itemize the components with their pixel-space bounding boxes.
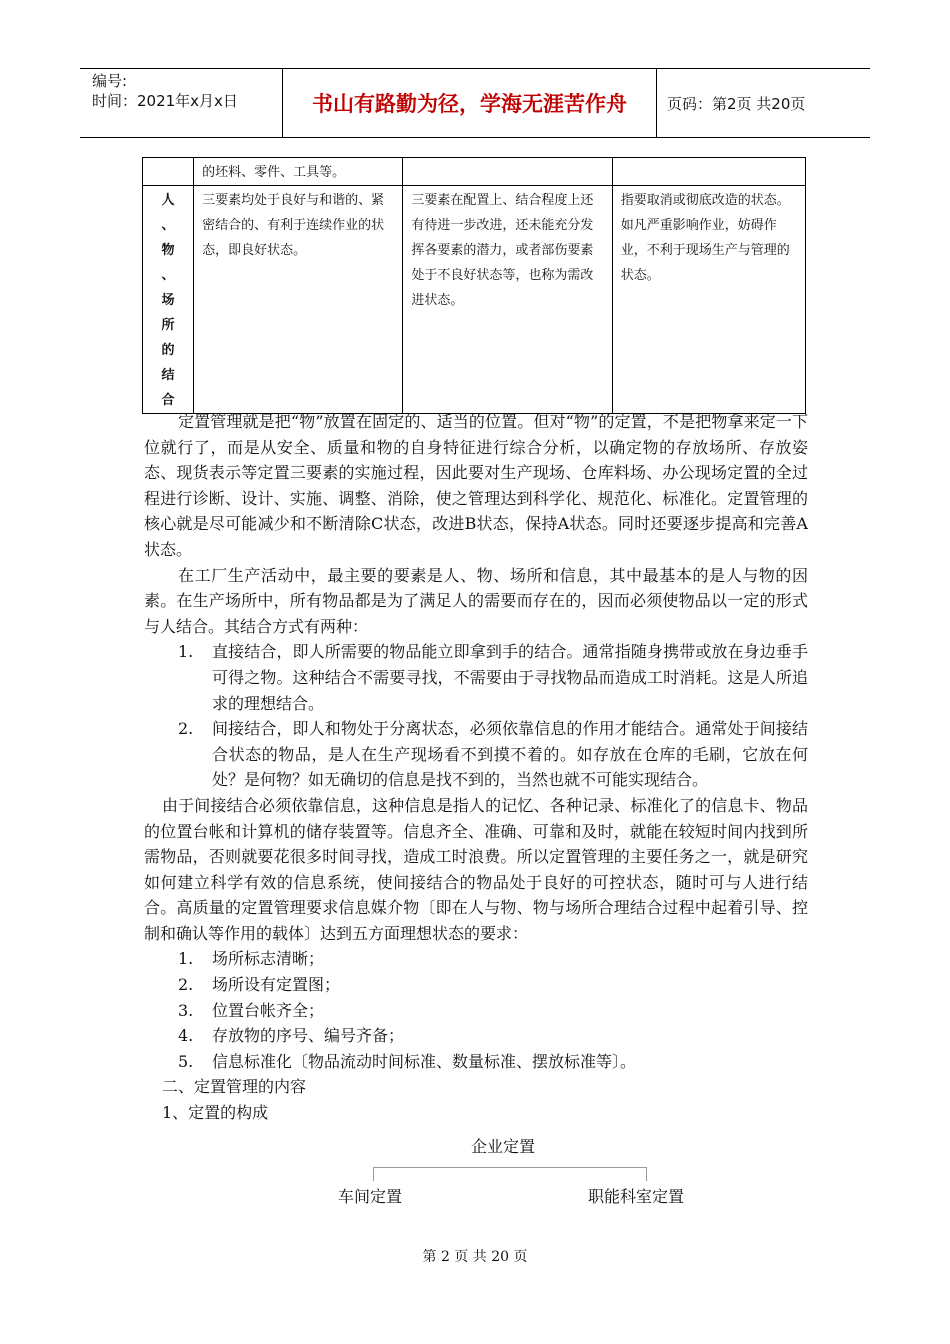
- state-table: [142, 157, 806, 414]
- header-slogan-cell: [282, 69, 657, 137]
- doc-id-label: 编号:: [92, 72, 128, 90]
- subsection-heading: 1、定置的构成: [162, 1103, 269, 1123]
- header-meta: [80, 69, 282, 137]
- table-cell: 的坯料、零件、工具等。: [194, 158, 403, 186]
- page-header: [80, 68, 870, 138]
- header-page-cell: [657, 69, 870, 137]
- list-item: 1. 场所标志清晰；: [178, 949, 325, 969]
- org-root-node: 企业定置: [471, 1137, 536, 1156]
- org-connector: [373, 1167, 374, 1181]
- list-item: 2. 场所设有定置图；: [178, 975, 341, 995]
- org-connector: [646, 1167, 647, 1181]
- list-item: 4. 存放物的序号、编号齐备；: [178, 1026, 405, 1046]
- table-row: [143, 158, 806, 186]
- page-footer: 第 2 页 共 20 页: [422, 1249, 528, 1265]
- list-item: 3. 位置台帐齐全；: [178, 1000, 325, 1020]
- header-page-label: 页码：第2页 共20页: [667, 94, 806, 113]
- paragraph: 在工厂生产活动中，最主要的要素是人、物、场所和信息，其中最基本的是人与物的因素。在生产场所中，所有物品都是为了满足人的需要而存在的，因而必须使物品以一定的形式与人结合。其结合方式有两种：: [144, 565, 808, 636]
- org-right-node: 职能科室定置: [588, 1187, 685, 1206]
- org-connector: [373, 1167, 647, 1168]
- body-text: [144, 409, 808, 1126]
- list-item: 5. 信息标准化〔物品流动时间标准、数量标准、摆放标准等〕。: [178, 1051, 637, 1071]
- state-c-cell: 指要取消或彻底改造的状态。如凡严重影响作业，妨碍作业，不利于现场生产与管理的状态。: [612, 186, 805, 414]
- list-item: 2. 间接结合，即人和物处于分离状态，必须依靠信息的作用才能结合。通常处于间接结合状态的物品，是人在生产现场看不到摸不着的。如存放在仓库的毛刷，它放在何处？是何物？如无确切的信息是找不到的，当然也就不可能实现结合。: [178, 719, 808, 790]
- state-b-cell: 三要素在配置上、结合程度上还有待进一步改进，还未能充分发挥各要素的潜力，或者部伤要素处于不良好状态等，也称为需改进状态。: [403, 186, 612, 414]
- doc-date-label: 时间：2021年x月x日: [92, 92, 238, 110]
- section-heading: 二、定置管理的内容: [162, 1077, 307, 1097]
- state-a-cell: 三要素均处于良好与和谐的、紧密结合的、有利于连续作业的状态，即良好状态。: [194, 186, 403, 414]
- table-cell: [403, 158, 612, 186]
- table-cell: [143, 158, 194, 186]
- paragraph: 由于间接结合必须依靠信息，这种信息是指人的记忆、各种记录、标准化了的信息卡、物品的位置台帐和计算机的储存装置等。信息齐全、准确、可靠和及时，就能在较短时间内找到所需物品，否则就要花很多时间寻找，造成工时浪费。所以定置管理的主要任务之一，就是研究如何建立科学有效的信息系统，使间接结合的物品处于良好的可控状态，随时可与人进行结合。高质量的定置管理要求信息媒介物〔即在人与物、物与场所合理结合过程中起着引导、控制和确认等作用的载体〕达到五方面理想状态的要求：: [144, 795, 808, 943]
- paragraph: 定置管理就是把“物”放置在固定的、适当的位置。但对“物”的定置，不是把物拿来定一下位就行了，而是从安全、质量和物的自身特征进行综合分析，以确定物的存放场所、存放姿态、现货表示等定置三要素的实施过程，因此要对生产现场、仓库料场、办公现场定置的全过程进行诊断、设计、实施、调整、消除，使之管理达到科学化、规范化、标准化。定置管理的核心就是尽可能减少和不断清除C状态，改进B状态，保持A状态。同时还要逐步提高和完善A状态。: [144, 412, 808, 559]
- table-cell: [612, 158, 805, 186]
- header-slogan: 书山有路勤为径，学海无涯苦作舟: [312, 92, 627, 116]
- row-heading-cell: 人 、 物 、 场 所 的 结 合: [143, 186, 194, 414]
- list-item: 1. 直接结合，即人所需要的物品能立即拿到手的结合。通常指随身携带或放在身边垂手可得之物。这种结合不需要寻找，不需要由于寻找物品而造成工时消耗。这是人所追求的理想结合。: [178, 642, 808, 713]
- org-left-node: 车间定置: [338, 1187, 403, 1206]
- table-row: [143, 186, 806, 414]
